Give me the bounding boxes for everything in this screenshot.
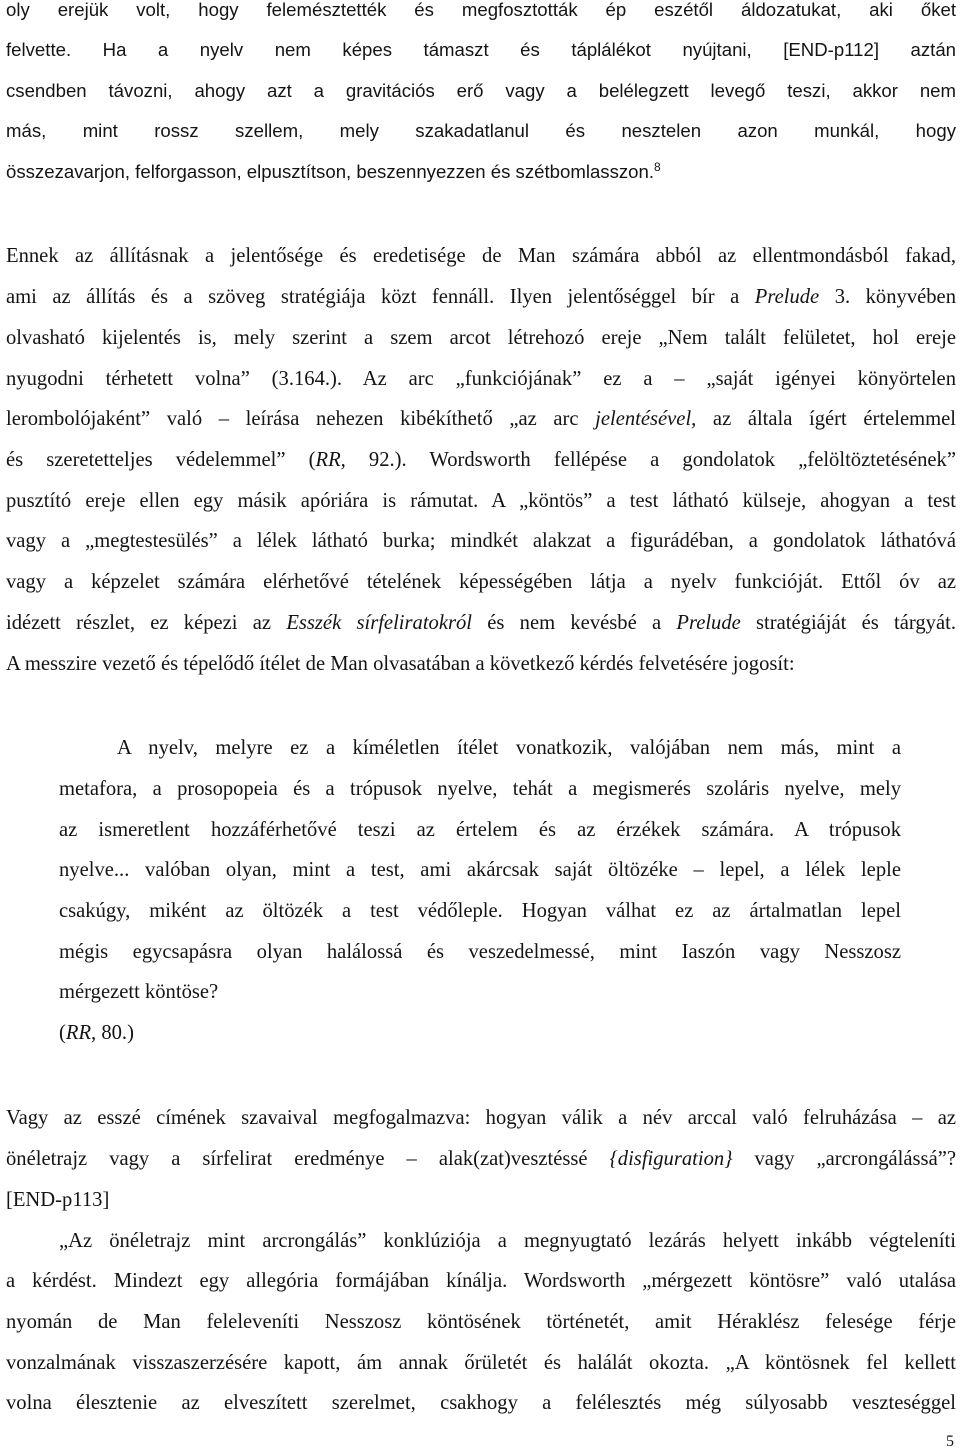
quote-line: mégis egycsapásra olyan halálossá és veszedelmessé, mint Iaszón vagy Nesszosz <box>59 941 901 963</box>
text-line: csendben távozni, ahogy azt a gravitációs erő vagy a belélegzett levegő teszi, akkor nem <box>6 80 956 101</box>
quote-line: csakúgy, miként az öltözék a test védőleple. Hogyan válhat ez az ártalmatlan lepel <box>59 900 901 922</box>
quote-line: nyelve... valóban olyan, mint a test, ami akárcsak saját öltözéke – lepel, a lélek leple <box>59 859 901 881</box>
quote-line: az ismeretlent hozzáférhetővé teszi az értelem és az érzékek számára. A trópusok <box>59 819 901 841</box>
quote-line: metafora, a prosopopeia és a trópusok nyelve, tehát a megismerés szoláris nyelve, mely <box>59 778 901 800</box>
text-line: felvette. Ha a nyelv nem képes támaszt és táplálékot nyújtani, [END-p112] aztán <box>6 39 956 60</box>
text-line: Vagy az esszé címének szavaival megfogalmazva: hogyan válik a név arccal való felruházása – az <box>6 1107 956 1129</box>
quote-line: A nyelv, melyre ez a kíméletlen ítélet vonatkozik, valójában nem más, mint a <box>117 737 901 759</box>
text-line: idézett részlet, ez képezi az Esszék sírfeliratokról és nem kevésbé a Prelude stratégiáját és tárgyát. <box>6 612 956 634</box>
text-line: a kérdést. Mindezt egy allegória formájában kínálja. Wordsworth „mérgezett köntösre” való utalása <box>6 1270 956 1292</box>
text-line: Ennek az állításnak a jelentősége és eredetisége de Man számára abból az ellentmondásból fakad, <box>6 245 956 267</box>
text-line: olvasható kijelentés is, mely szerint a szem arcot létrehozó ereje „Nem talált felületet, hol ereje <box>6 327 956 349</box>
text-line: önéletrajz vagy a sírfelirat eredménye – alak(zat)vesztéssé {disfiguration} vagy „arcrongálássá”? <box>6 1148 956 1170</box>
quote-line: mérgezett köntöse? <box>59 981 219 1003</box>
text-line: oly erejük volt, hogy felemésztették és megfosztották ép eszétől áldozatukat, aki őket <box>6 0 956 20</box>
text-line: vagy a képzelet számára elérhetővé tételének képességében látja a nyelv funkcióját. Ettől óv az <box>6 571 956 593</box>
text-line: A messzire vezető és tépelődő ítélet de Man olvasatában a következő kérdés felvetésére jogosít: <box>6 653 795 675</box>
footnote-marker[interactable]: 8 <box>654 159 661 174</box>
text-line: pusztító ereje ellen egy másik apóriára is rámutat. A „köntös” a test látható külseje, ahogyan a test <box>6 490 956 512</box>
quote-citation: (RR, 80.) <box>59 1022 134 1044</box>
page-number: 5 <box>946 1433 954 1450</box>
text-line: vagy a „megtestesülés” a lélek látható burka; mindkét alakzat a figurádéban, a gondolatok láthatóvá <box>6 530 956 552</box>
text-line: ami az állítás és a szöveg stratégiája közt fennáll. Ilyen jelentőséggel bír a Prelude 3. könyvében <box>6 286 956 308</box>
text-line: vonzalmának visszaszerzésére kapott, ám annak őrületét és halálát okozta. „A köntösnek fel kellett <box>6 1352 956 1374</box>
page-break-marker: [END-p113] <box>6 1189 110 1211</box>
text-line: nyugodni térhetett volna” (3.164.). Az arc „funkciójának” ez a – „saját igényei könyörtelen <box>6 368 956 390</box>
text-line: volna élesztenie az elveszített szerelmet, csakhogy a felélesztés még súlyosabb veszteséggel <box>6 1392 956 1414</box>
text-line: nyomán de Man feleleveníti Nesszosz köntösének történetét, amit Héraklész felesége férje <box>6 1311 956 1333</box>
text-line: lerombolójaként” való – leírása nehezen kibékíthető „az arc jelentésével, az általa ígért értelemmel <box>6 408 956 430</box>
text-line: „Az önéletrajz mint arcrongálás” konklúziója a megnyugtató lezárás helyett inkább végteleníti <box>59 1230 956 1252</box>
text-line: és szeretetteljes védelemmel” (RR, 92.). Wordsworth fellépése a gondolatok „felöltöztetésének” <box>6 449 956 471</box>
text-line: más, mint rossz szellem, mely szakadatlanul és nesztelen azon munkál, hogy <box>6 120 956 141</box>
text-line: összezavarjon, felforgasson, elpusztítson, beszennyezzen és szétbomlasszon.$^8$ <box>6 159 661 182</box>
